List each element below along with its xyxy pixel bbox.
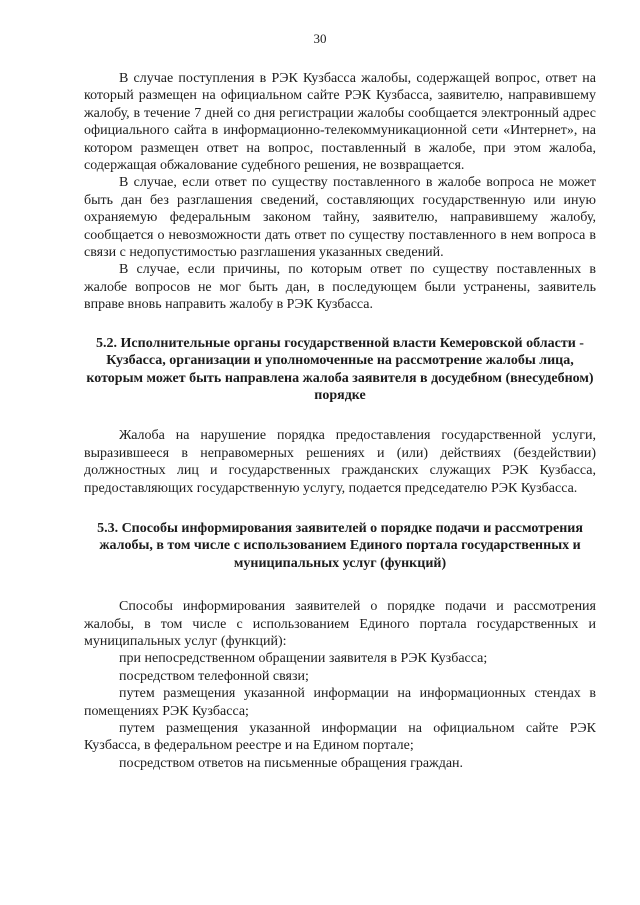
- section-5-3-heading: 5.3. Способы информирования заявителей о порядке подачи и рассмотрения жалобы, в том числе с использованием Единого портала государственных и муниципальных услуг (функций): [97, 520, 583, 571]
- list-item: посредством ответов на письменные обращения граждан.: [119, 755, 464, 771]
- section-5-2-paragraph: Жалоба на нарушение порядка предоставления государственной услуги, выразившееся в неправомерных решениях и (или) действиях (бездействии) должностных лиц и государственных гражданских служащих РЭК Кузбасса, предоставляющих государственную услугу, подается председателю РЭК Кузбасса.: [84, 428, 596, 496]
- section-5-3-intro: Способы информирования заявителей о порядке подачи и рассмотрения жалобы, в том числе с использованием Единого портала государственных и муниципальных услуг (функций):: [84, 599, 596, 649]
- paragraph-state-secret: В случае, если ответ по существу поставленного в жалобе вопроса не может быть дан без разглашения сведений, составляющих государственную или иную охраняемую федеральным законом тайну, заявителю, направившему жалобу, сообщается о невозможности дать ответ по существу поставленного в нем вопроса в связи с недопустимостью разглашения указанных сведений.: [84, 175, 596, 261]
- list-item: путем размещения указанной информации на информационных стендах в помещениях РЭК Кузбасса;: [84, 686, 596, 719]
- paragraph-resubmit-complaint: В случае, если причины, по которым ответ по существу поставленных в жалобе вопросов не мог быть дан, в последующем были устранены, заявитель вправе вновь направить жалобу в РЭК Кузбасса.: [84, 262, 596, 313]
- page-number: 30: [313, 31, 327, 46]
- list-item: путем размещения указанной информации на официальном сайте РЭК Кузбасса, в федеральном реестре и на Едином портале;: [84, 721, 596, 754]
- list-item: посредством телефонной связи;: [119, 668, 309, 684]
- paragraph-official-site-answer: В случае поступления в РЭК Кузбасса жалобы, содержащей вопрос, ответ на который размещен на официальном сайте РЭК Кузбасса, заявителю, направившему жалобу, в течение 7 дней со дня регистрации жалобы сообщается электронный адрес официального сайта в информационно-телекоммуникационной сети «Интернет», на котором размещен ответ на вопрос, поставленный в жалобе, при этом жалоба, содержащая обжалование судебного решения, не возвращается.: [84, 71, 596, 174]
- list-item: при непосредственном обращении заявителя в РЭК Кузбасса;: [119, 651, 488, 667]
- information-methods-list: [84, 650, 596, 772]
- document-body: [84, 70, 596, 772]
- section-5-2-heading: 5.2. Исполнительные органы государственной власти Кемеровской области - Кузбасса, организации и уполномоченные на рассмотрение жалобы лица, которым может быть направлена жалоба заявителя в досудебном (внесудебном) порядке: [86, 335, 594, 403]
